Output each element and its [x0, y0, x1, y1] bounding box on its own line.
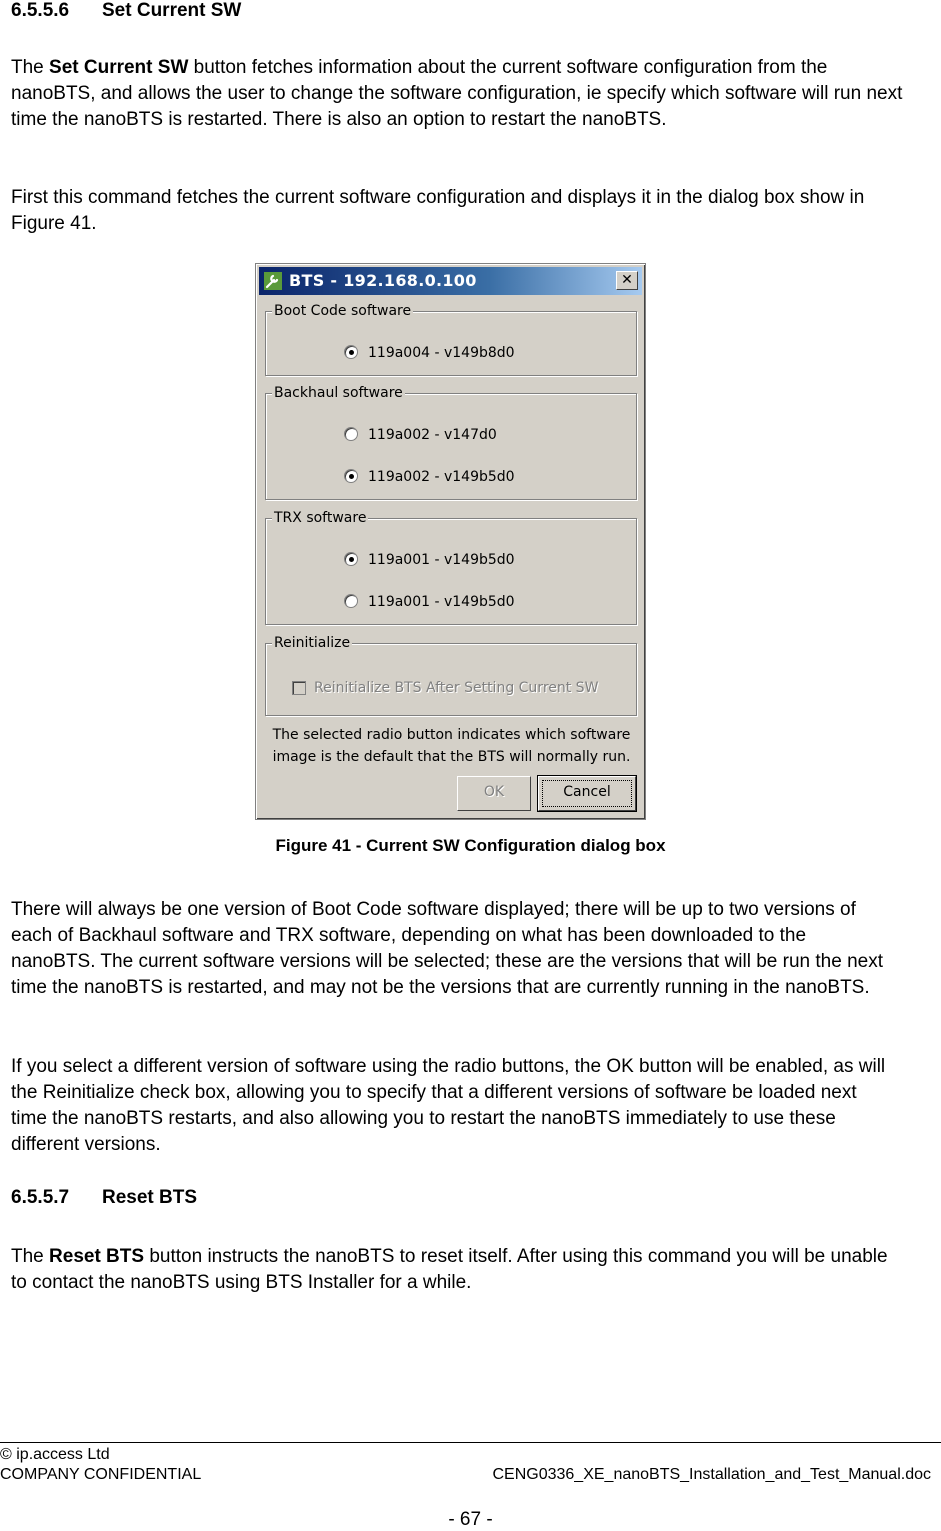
- group-backhaul: [265, 385, 637, 500]
- radio-label: 119a002 - v149b5d0: [368, 469, 515, 485]
- paragraph-set-current-sw: [11, 55, 911, 133]
- group-label: Boot Code software: [274, 303, 412, 319]
- note-line-1: The selected radio button indicates which software: [272, 727, 631, 743]
- para-text: The: [11, 57, 50, 78]
- cancel-button[interactable]: [538, 776, 636, 811]
- checkbox-box: [292, 681, 306, 695]
- section-title: Set Current SW: [102, 0, 242, 21]
- cancel-label: Cancel: [563, 784, 611, 800]
- radio-circle: [344, 469, 358, 483]
- radio-circle: [344, 427, 358, 441]
- para-text: The: [11, 1246, 50, 1267]
- section-heading-6-5-5-6: [11, 0, 241, 22]
- dialog-note: [261, 724, 642, 768]
- ok-label: OK: [483, 784, 505, 800]
- paragraph-select-different: If you select a different version of software using the radio buttons, the OK button will be enabled, as will the Reinitialize check box, allowing you to specify that a different versions of software be loaded next time the nanoBTS restarts, and also allowing you to restart the nanoBTS immediately to use these different versions.: [11, 1056, 886, 1155]
- group-label: Backhaul software: [274, 385, 403, 401]
- radio-circle: [344, 345, 358, 359]
- para-bold-term: Reset BTS: [49, 1246, 145, 1267]
- group-label: Reinitialize: [274, 635, 351, 651]
- dialog-titlebar[interactable]: [259, 267, 642, 295]
- dialog-title: BTS - 192.168.0.100: [289, 271, 477, 290]
- radio-label: 119a001 - v149b5d0: [368, 594, 515, 610]
- close-button[interactable]: [616, 271, 638, 290]
- footer-docname: CENG0336_XE_nanoBTS_Installation_and_Test_Manual.doc: [492, 1466, 931, 1483]
- bts-dialog: [255, 263, 646, 820]
- figure-caption: Figure 41 - Current SW Configuration dialog box: [275, 836, 666, 855]
- paragraph-first-command: First this command fetches the current software configuration and displays it in the dialog box show in Figure 41.: [11, 187, 865, 234]
- paragraph-reset-bts: [11, 1244, 891, 1296]
- footer-divider: [0, 1442, 941, 1443]
- group-label: TRX software: [274, 510, 367, 526]
- radio-dot: [349, 350, 354, 355]
- section-title: Reset BTS: [102, 1187, 198, 1208]
- radio-dot: [349, 557, 354, 562]
- para-text: button instructs the nanoBTS to reset itself. After using this command you will be unable to contact the nanoBTS using BTS Installer for a while.: [11, 1246, 888, 1293]
- ok-button[interactable]: [457, 776, 531, 811]
- group-trx: [265, 510, 637, 625]
- para-text: button fetches information about the current software configuration from the nanoBTS, and allows the user to change the software configuration, ie specify which software will run next time the nanoBTS is restarted. There is also an option to restart the nanoBTS.: [11, 57, 903, 130]
- group-boot-code: [265, 303, 637, 376]
- note-line-2: image is the default that the BTS will normally run.: [272, 749, 631, 765]
- checkbox-label: Reinitialize BTS After Setting Current SW: [314, 680, 599, 696]
- radio-circle: [344, 552, 358, 566]
- paragraph-versions: There will always be one version of Boot Code software displayed; there will be up to two versions of each of Backhaul software and TRX software, depending on what has been downloaded to the nanoBTS. The current software versions will be selected; these are the versions that will be run the next time the nanoBTS is restarted, and may not be the versions that are currently running in the nanoBTS.: [11, 899, 883, 998]
- group-reinitialize: [265, 635, 637, 716]
- radio-circle: [344, 594, 358, 608]
- section-number: 6.5.5.6: [11, 0, 70, 21]
- para-bold-term: Set Current SW: [49, 57, 189, 78]
- footer-copyright: © ip.access Ltd: [0, 1446, 110, 1463]
- radio-label: 119a001 - v149b5d0: [368, 552, 515, 568]
- section-heading-6-5-5-7: [11, 1187, 197, 1209]
- page-number: - 67 -: [448, 1509, 493, 1530]
- radio-label: 119a004 - v149b8d0: [368, 345, 515, 361]
- footer-confidential: COMPANY CONFIDENTIAL: [0, 1466, 202, 1483]
- wrench-icon: [264, 272, 282, 290]
- radio-label: 119a002 - v147d0: [368, 427, 497, 443]
- close-icon: ✕: [621, 272, 633, 288]
- radio-dot: [349, 474, 354, 479]
- section-number: 6.5.5.7: [11, 1187, 70, 1208]
